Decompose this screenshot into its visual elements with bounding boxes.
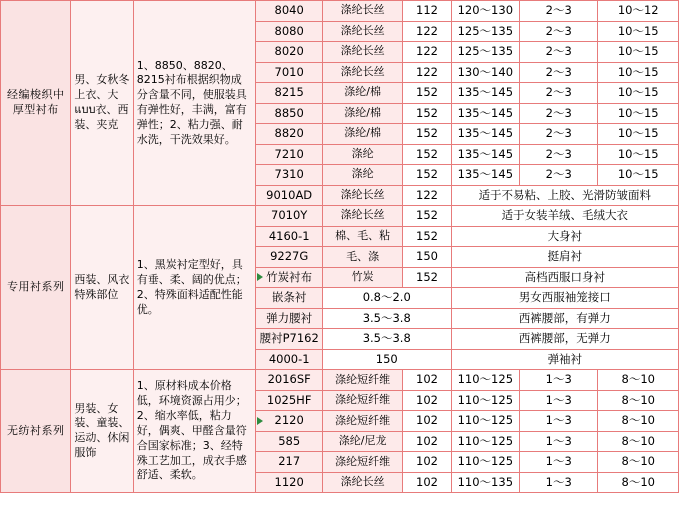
note-cell: 高档西服口身衬 <box>451 267 678 288</box>
product-code-cell <box>256 42 322 63</box>
material-cell: 涤纶短纤维 <box>322 452 402 473</box>
note-cell: 男女西服袖笼接口 <box>451 288 678 309</box>
series-name-cell: 专用衬系列 <box>1 206 71 370</box>
material-cell: 涤纶长丝 <box>322 42 402 63</box>
product-code-cell <box>256 165 322 186</box>
note-cell: 西裤腰部，有弹力 <box>451 308 678 329</box>
product-code-cell <box>256 308 322 329</box>
temp-cell: 110～125 <box>451 452 519 473</box>
temp-cell: 125～135 <box>451 21 519 42</box>
time-cell: 8～10 <box>598 472 679 493</box>
product-code-label: 217 <box>278 454 301 469</box>
product-code-cell <box>256 83 322 104</box>
time-cell: 10～15 <box>598 83 679 104</box>
temp-cell: 110～125 <box>451 431 519 452</box>
series-name-cell: 经编梭织中厚型衬布 <box>1 1 71 206</box>
product-code-cell <box>256 349 322 370</box>
product-code-cell <box>256 62 322 83</box>
product-code-cell <box>256 411 322 432</box>
material-cell: 棉、毛、粘 <box>322 226 402 247</box>
product-code-cell <box>256 124 322 145</box>
time-cell: 10～15 <box>598 124 679 145</box>
note-cell: 适于不易粘、上胶、光滑防皱面料 <box>451 185 678 206</box>
material-cell: 竹炭 <box>322 267 402 288</box>
note-cell: 挺肩衬 <box>451 247 678 268</box>
application-cell: 西装、风衣特殊部位 <box>71 206 133 370</box>
product-code-label: 7310 <box>274 167 304 182</box>
feature-cell: 1、原材料成本价格低，环境资源占用少；2、缩水率低，粘力好，偶爽、甲醛含量符合国家标准；3、经特殊工艺加工，成衣手感舒适、柔软。 <box>133 370 256 493</box>
width-cell: 150 <box>322 349 451 370</box>
press-cell: 2～3 <box>520 62 598 83</box>
press-cell: 1～3 <box>520 390 598 411</box>
product-code-label: 弹力腰衬 <box>266 310 313 325</box>
width-cell: 122 <box>403 42 451 63</box>
feature-cell: 1、8850、8820、8215衬布根据织物成分含量不同，使服装具有弹性好，丰满，富有弹性；2、粘力强、耐水洗，干洗效果好。 <box>133 1 256 206</box>
note-cell: 大身衬 <box>451 226 678 247</box>
press-cell: 2～3 <box>520 103 598 124</box>
product-code-label: 8215 <box>274 85 304 100</box>
feature-cell: 1、黑炭衬定型好，具有垂、柔、阔的优点；2、特殊面料适配性能优。 <box>133 206 256 370</box>
product-code-cell <box>256 370 322 391</box>
table-row <box>1 1 679 22</box>
width-cell: 3.5～3.8 <box>322 329 451 350</box>
press-cell: 1～3 <box>520 411 598 432</box>
temp-cell: 110～125 <box>451 370 519 391</box>
width-cell: 152 <box>403 267 451 288</box>
width-cell: 152 <box>403 206 451 227</box>
time-cell: 8～10 <box>598 411 679 432</box>
material-cell: 毛、涤 <box>322 247 402 268</box>
material-cell: 涤纶/棉 <box>322 124 402 145</box>
press-cell: 2～3 <box>520 165 598 186</box>
width-cell: 102 <box>403 370 451 391</box>
material-cell: 涤纶长丝 <box>322 1 402 22</box>
product-code-cell <box>256 185 322 206</box>
product-code-cell <box>256 226 322 247</box>
material-cell: 涤纶 <box>322 165 402 186</box>
product-code-label: 8080 <box>274 23 304 38</box>
product-code-cell <box>256 1 322 22</box>
product-code-label: 8020 <box>274 44 304 59</box>
note-cell: 弹袖衬 <box>451 349 678 370</box>
product-code-cell <box>256 472 322 493</box>
material-cell: 涤纶 <box>322 144 402 165</box>
time-cell: 10～15 <box>598 103 679 124</box>
time-cell: 10～15 <box>598 165 679 186</box>
product-code-label: 8040 <box>274 3 304 17</box>
table-body <box>1 1 679 493</box>
width-cell: 122 <box>403 62 451 83</box>
material-cell: 涤纶短纤维 <box>322 411 402 432</box>
press-cell: 2～3 <box>520 1 598 22</box>
width-cell: 152 <box>403 83 451 104</box>
press-cell: 1～3 <box>520 452 598 473</box>
product-code-label: 竹炭衬布 <box>266 269 313 284</box>
triangle-marker-icon <box>257 273 263 281</box>
width-cell: 152 <box>403 226 451 247</box>
temp-cell: 130～140 <box>451 62 519 83</box>
time-cell: 10～15 <box>598 21 679 42</box>
width-cell: 0.8～2.0 <box>322 288 451 309</box>
width-cell: 152 <box>403 165 451 186</box>
width-cell: 122 <box>403 185 451 206</box>
product-code-label: 1120 <box>274 474 304 489</box>
application-cell: 男装、女装、童装、运动、休闲服饰 <box>71 370 133 493</box>
material-cell: 涤纶短纤维 <box>322 370 402 391</box>
press-cell: 1～3 <box>520 431 598 452</box>
width-cell: 112 <box>403 1 451 22</box>
press-cell: 2～3 <box>520 144 598 165</box>
product-code-label: 8850 <box>274 105 304 120</box>
material-cell: 涤纶/尼龙 <box>322 431 402 452</box>
temp-cell: 135～145 <box>451 124 519 145</box>
product-code-label: 4000-1 <box>268 351 310 366</box>
product-code-label: 9010AD <box>266 187 313 202</box>
temp-cell: 110～125 <box>451 390 519 411</box>
width-cell: 152 <box>403 144 451 165</box>
width-cell: 152 <box>403 103 451 124</box>
time-cell: 10～15 <box>598 62 679 83</box>
product-code-cell <box>256 21 322 42</box>
temp-cell: 110～125 <box>451 411 519 432</box>
temp-cell: 125～135 <box>451 42 519 63</box>
product-code-cell <box>256 329 322 350</box>
material-cell: 涤纶/棉 <box>322 103 402 124</box>
note-cell: 西裤腰部，无弹力 <box>451 329 678 350</box>
product-code-label: 9227G <box>270 249 309 264</box>
product-code-label: 585 <box>278 433 301 448</box>
width-cell: 102 <box>403 411 451 432</box>
time-cell: 10～15 <box>598 42 679 63</box>
product-code-cell <box>256 144 322 165</box>
time-cell: 10～12 <box>598 1 679 22</box>
product-code-label: 嵌条衬 <box>271 290 307 305</box>
press-cell: 2～3 <box>520 83 598 104</box>
temp-cell: 135～145 <box>451 165 519 186</box>
time-cell: 8～10 <box>598 452 679 473</box>
product-code-label: 7010Y <box>271 208 308 223</box>
note-cell: 适于女装羊绒、毛绒大衣 <box>451 206 678 227</box>
material-cell: 涤纶长丝 <box>322 472 402 493</box>
product-code-label: 7010 <box>274 64 304 79</box>
width-cell: 102 <box>403 472 451 493</box>
product-code-label: 7210 <box>274 146 304 161</box>
time-cell: 8～10 <box>598 390 679 411</box>
width-cell: 102 <box>403 431 451 452</box>
product-code-label: 8820 <box>274 126 304 141</box>
application-cell: 男、女秋冬上衣、大แบบ衣、西装、夹克 <box>71 1 133 206</box>
product-code-cell <box>256 390 322 411</box>
temp-cell: 120～130 <box>451 1 519 22</box>
product-code-label: 2016SF <box>267 372 311 387</box>
press-cell: 2～3 <box>520 42 598 63</box>
width-cell: 150 <box>403 247 451 268</box>
material-cell: 涤纶长丝 <box>322 185 402 206</box>
press-cell: 2～3 <box>520 124 598 145</box>
product-code-cell <box>256 288 322 309</box>
time-cell: 8～10 <box>598 431 679 452</box>
width-cell: 102 <box>403 452 451 473</box>
product-code-cell <box>256 103 322 124</box>
product-code-cell <box>256 267 322 288</box>
product-code-label: 1025HF <box>266 392 312 407</box>
temp-cell: 110～135 <box>451 472 519 493</box>
triangle-marker-icon <box>257 417 263 425</box>
temp-cell: 135～145 <box>451 103 519 124</box>
width-cell: 102 <box>403 390 451 411</box>
product-code-label: 腰衬P7162 <box>259 331 319 346</box>
series-name-cell: 无纺衬系列 <box>1 370 71 493</box>
product-code-label: 2120 <box>274 413 304 428</box>
width-cell: 152 <box>403 124 451 145</box>
time-cell: 8～10 <box>598 370 679 391</box>
table-row <box>1 370 679 391</box>
press-cell: 1～3 <box>520 370 598 391</box>
material-cell: 涤纶长丝 <box>322 206 402 227</box>
time-cell: 10～15 <box>598 144 679 165</box>
product-code-cell <box>256 452 322 473</box>
product-code-cell <box>256 206 322 227</box>
press-cell: 2～3 <box>520 21 598 42</box>
material-cell: 涤纶短纤维 <box>322 390 402 411</box>
material-cell: 涤纶长丝 <box>322 21 402 42</box>
product-code-label: 4160-1 <box>268 228 310 243</box>
width-cell: 3.5～3.8 <box>322 308 451 329</box>
temp-cell: 135～145 <box>451 144 519 165</box>
product-code-cell <box>256 247 322 268</box>
width-cell: 122 <box>403 21 451 42</box>
press-cell: 1～3 <box>520 472 598 493</box>
temp-cell: 135～145 <box>451 83 519 104</box>
material-cell: 涤纶长丝 <box>322 62 402 83</box>
product-code-cell <box>256 431 322 452</box>
table-row <box>1 206 679 227</box>
material-cell: 涤纶/棉 <box>322 83 402 104</box>
